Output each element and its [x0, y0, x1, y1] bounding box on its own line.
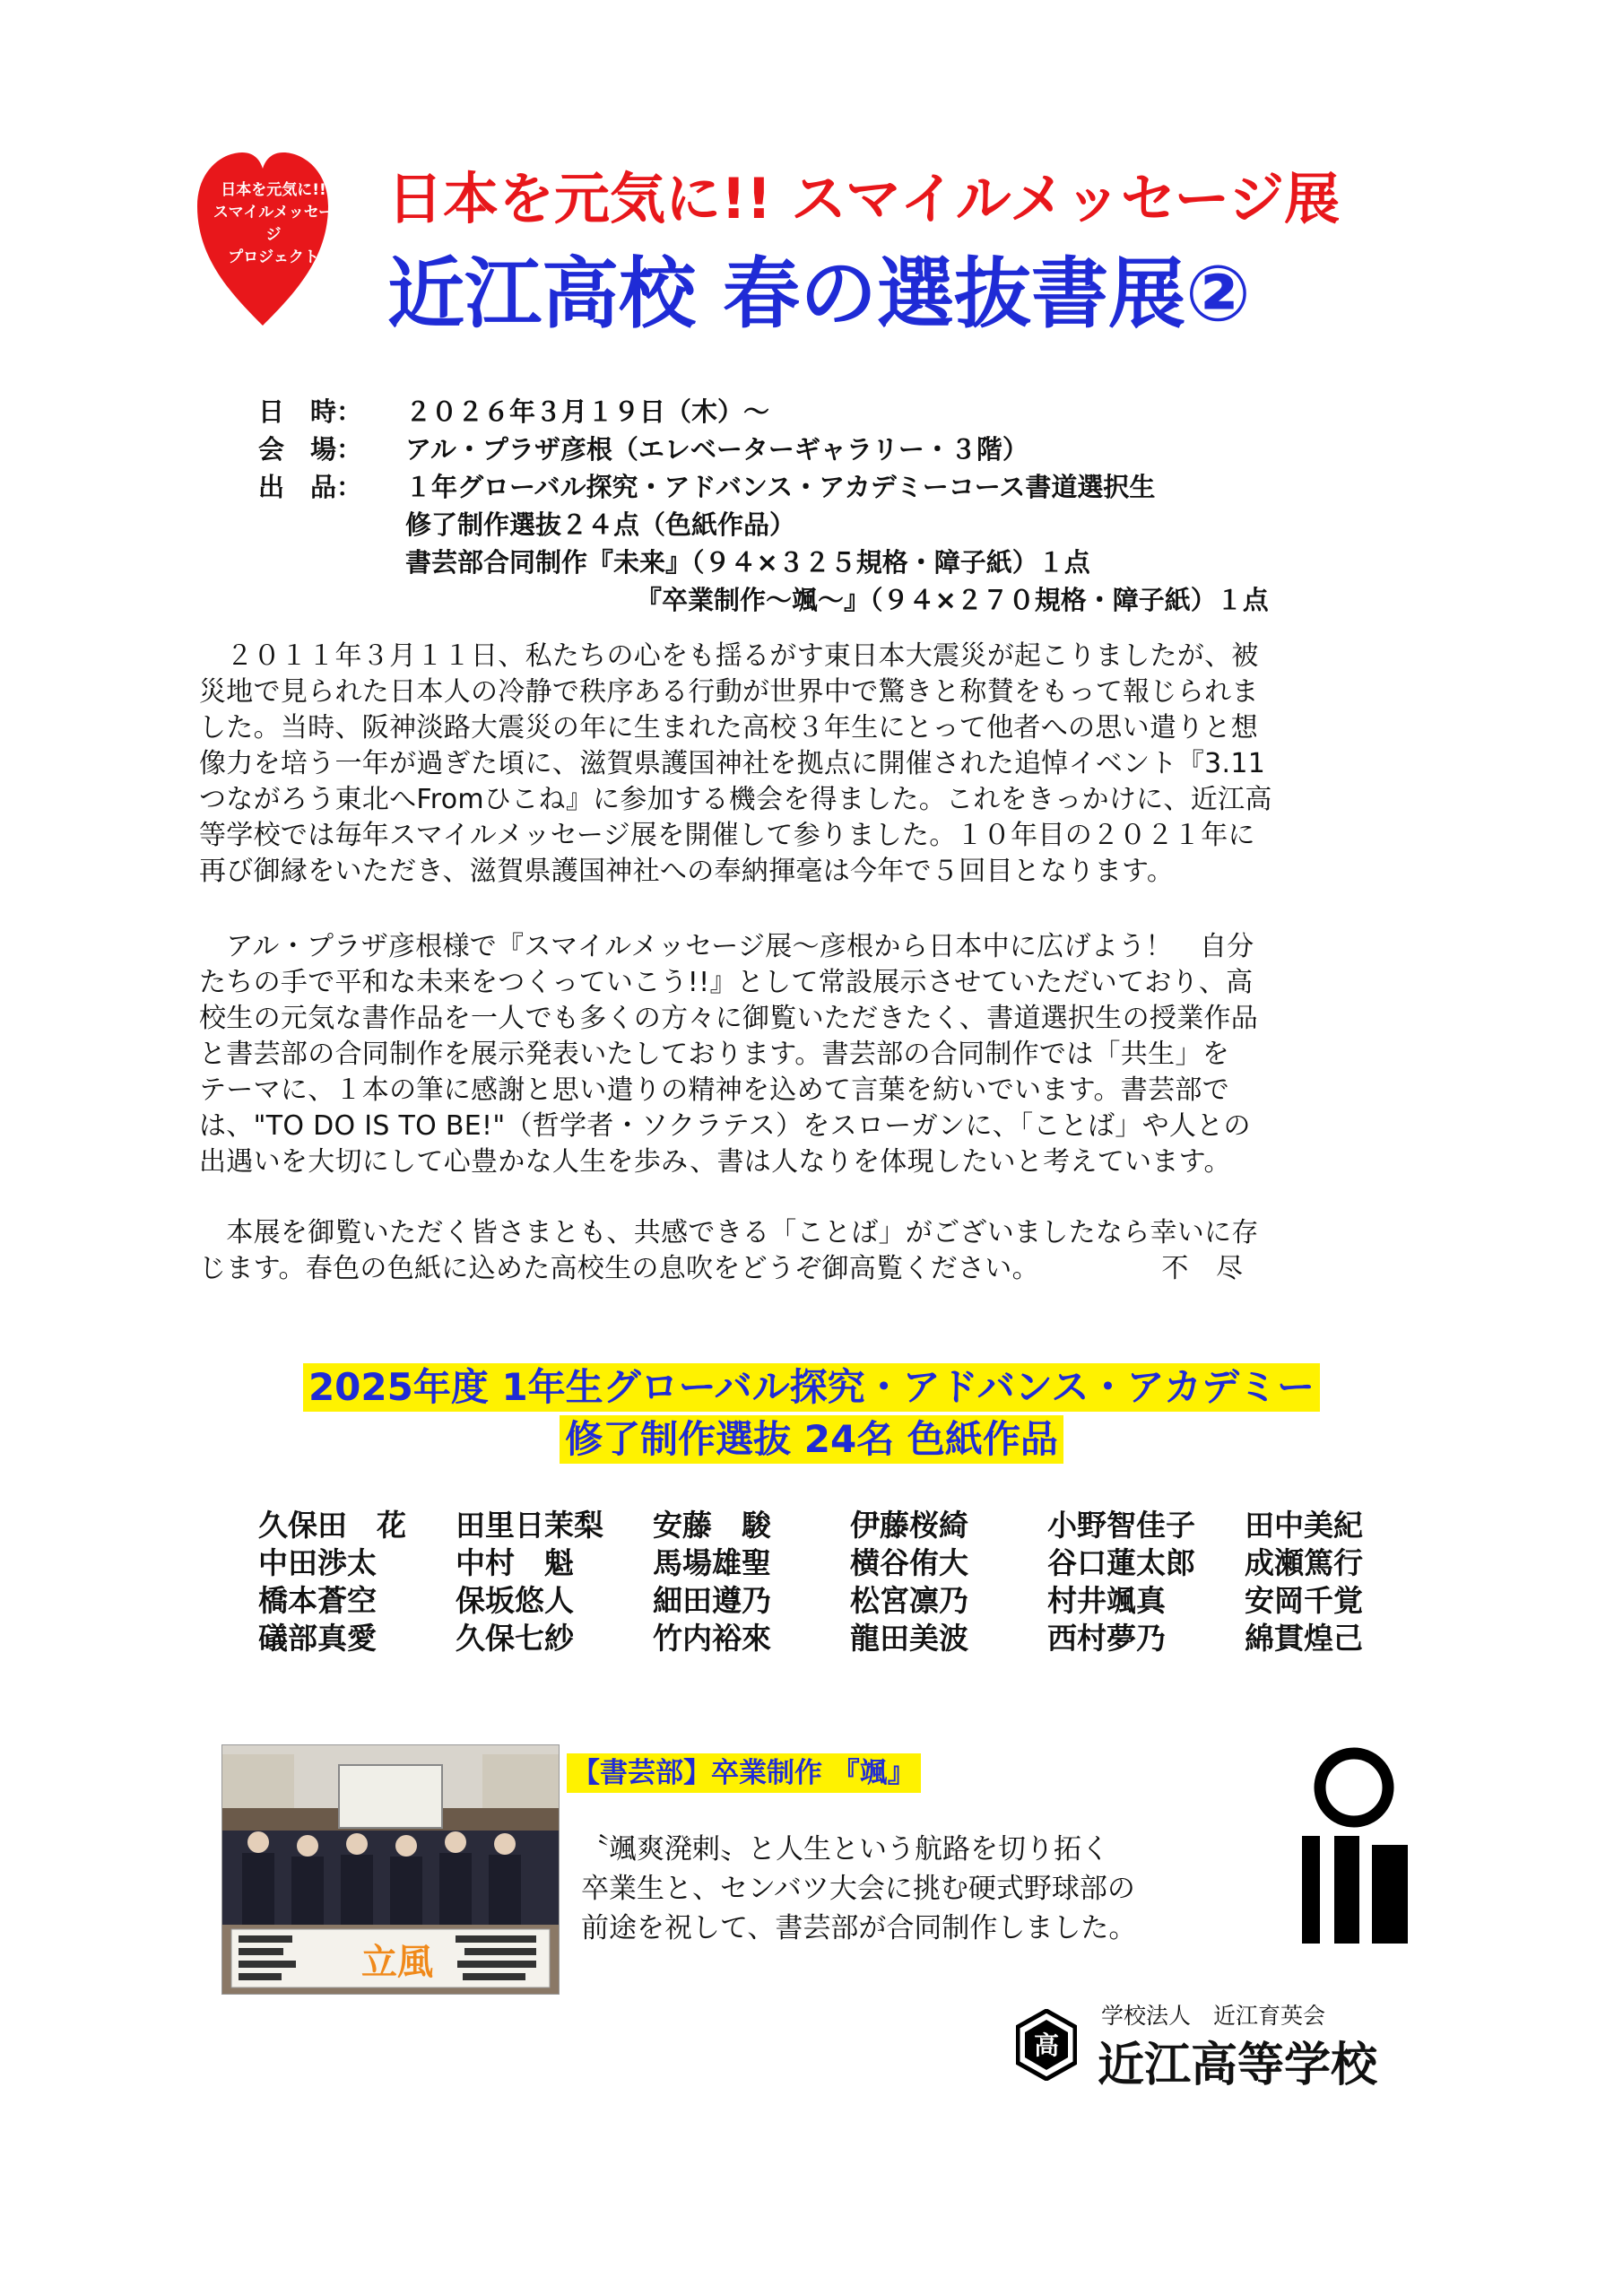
names-row — [258, 1544, 1442, 1582]
school-name: 近江高等学校 — [1098, 2039, 1378, 2092]
student-name: 村井颯真 — [1047, 1583, 1166, 1618]
exhibit-line-3: 書芸部合同制作『未来』（９４×３２５規格・障子紙）１点 — [405, 547, 1090, 578]
club-logo-icon — [1291, 1744, 1417, 1955]
exhibit-line-4: 『卒業制作～颯～』（９４×２７０規格・障子紙）１点 — [636, 585, 1269, 615]
names-row — [258, 1507, 1442, 1544]
paragraph-2: アル・プラザ彦根様で『スマイルメッセージ展～彦根から日本中に広げよう！ 自分 たちの手で平和な未来をつくっていこう!!』として常設展示させていただいており、高 校生の元気な書作品を一人でも多くの方々に御覧いただきたく、書道選択生の授業作品 と書芸部の合同制作を展示発表いたしております。書芸部の合同制作では「共生」を テーマに、１本の筆に感謝と思い遣りの精神を込めて言葉を紡いでいます。書芸部で は、"TO DO IS TO BE!"（哲学者・ソクラテス）をスローガンに、「ことば」や人との 出遇いを大切にして心豊かな人生を歩み、書は人なりを体現したいと考えています。 — [199, 931, 1259, 1178]
photo-banner-text: 立風 — [361, 1942, 433, 1983]
date-label: 日 時： — [258, 396, 363, 427]
section-heading-1-wrap — [0, 1363, 1623, 1412]
school-corporation: 学校法人 近江育英会 — [1101, 2003, 1326, 2029]
paragraph-3: 本展を御覧いただく皆さまとも、共感できる「ことば」がございましたなら幸いに存 じます。春色の色紙に込めた高校生の息吹をどうぞ御高覧ください。 不 尽 — [199, 1217, 1259, 1284]
heart-line-3: プロジェクト — [228, 248, 319, 266]
student-name: 小野智佳子 — [1047, 1508, 1195, 1543]
student-name: 成瀬篤行 — [1245, 1545, 1363, 1580]
club-photo-illustration — [222, 1745, 559, 1994]
venue-label: 会 場： — [258, 434, 363, 465]
student-name: 橋本蒼空 — [258, 1583, 377, 1618]
venue-row — [258, 430, 1269, 468]
venue-value: アル・プラザ彦根（エレベーターギャラリー・３階） — [405, 434, 1028, 465]
student-name: 松宮凛乃 — [850, 1583, 968, 1618]
student-name: 保坂悠人 — [456, 1583, 574, 1618]
heart-line-1: 日本を元気に!! — [221, 181, 326, 199]
club-photo — [221, 1744, 560, 1995]
student-name: 龍田美波 — [850, 1621, 968, 1656]
exhibit-line-1: １年グローバル探究・アドバンス・アカデミーコース書道選択生 — [405, 472, 1156, 502]
student-name: 細田遵乃 — [653, 1583, 771, 1618]
club-heading: 【書芸部】卒業制作 『颯』 — [567, 1753, 921, 1793]
date-row — [258, 393, 1269, 430]
title-line-2: 近江高校 春の選抜書展② — [387, 249, 1251, 339]
school-crest-char: 高 — [1033, 2031, 1060, 2060]
student-name: 久保田 花 — [258, 1508, 406, 1543]
event-info — [258, 393, 1269, 619]
student-name: 綿貫煌己 — [1245, 1621, 1363, 1656]
student-names — [258, 1507, 1442, 1657]
section-heading-2-wrap — [0, 1415, 1623, 1464]
student-name: 礒部真愛 — [258, 1621, 377, 1656]
names-row — [258, 1620, 1442, 1657]
section-heading-2: 修了制作選抜 24名 色紙作品 — [560, 1415, 1063, 1464]
student-name: 田里日茉梨 — [456, 1508, 603, 1543]
student-name: 谷口蓮太郎 — [1047, 1545, 1195, 1580]
student-name: 田中美紀 — [1245, 1508, 1363, 1543]
club-description: 〝颯爽溌剌〟と人生という航路を切り拓く 卒業生と、センバツ大会に挑む硬式野球部の 前途を祝して、書芸部が合同制作しました。 — [581, 1833, 1137, 1944]
date-value: ２０２６年３月１９日（木）～ — [405, 396, 770, 427]
student-name: 久保七紗 — [456, 1621, 574, 1656]
names-row — [258, 1582, 1442, 1620]
school-crest-icon — [1016, 2009, 1077, 2081]
student-name: 中村 魁 — [456, 1545, 574, 1580]
section-heading-1: 2025年度 1年生グローバル探究・アドバンス・アカデミー — [303, 1363, 1320, 1412]
exhibit-row — [258, 468, 1269, 506]
paragraph-1: ２０１１年３月１１日、私たちの心をも揺るがす東日本大震災が起こりましたが、被 災地で見られた日本人の冷静で秩序ある行動が世界中で驚きと称賛をもって報じられま した。当時、阪神淡路大震災の年に生まれた高校３年生にとって他者への思い遣りと想 像力を培う一年が過ぎた頃に、滋賀県護国神社を拠点に開催された追悼イベント『3.11 つながろう東北へFromひこね』に参加する機会を得ました。これをきっかけに、近江高 等学校では毎年スマイルメッセージ展を開催して参りました。１０年目の２０２１年に 再び御縁をいただき、滋賀県護国神社への奉納揮毫は今年で５回目となります。 — [199, 640, 1272, 887]
heart-badge-text — [208, 179, 339, 269]
title-line-1: 日本を元気に!! スマイルメッセージ展 — [387, 166, 1341, 231]
student-name: 竹内裕來 — [653, 1621, 771, 1656]
student-name: 馬場雄聖 — [653, 1545, 771, 1580]
student-name: 西村夢乃 — [1047, 1621, 1166, 1656]
student-name: 中田渉太 — [258, 1545, 377, 1580]
student-name: 安岡千覚 — [1245, 1583, 1363, 1618]
student-name: 伊藤桜綺 — [850, 1508, 968, 1543]
exhibit-label: 出 品： — [258, 472, 363, 502]
student-name: 安藤 駿 — [653, 1508, 771, 1543]
exhibit-line-2: 修了制作選抜２４点（色紙作品） — [405, 509, 796, 540]
student-name: 横谷侑大 — [850, 1545, 968, 1580]
heart-line-2: スマイルメッセージ — [213, 204, 334, 244]
